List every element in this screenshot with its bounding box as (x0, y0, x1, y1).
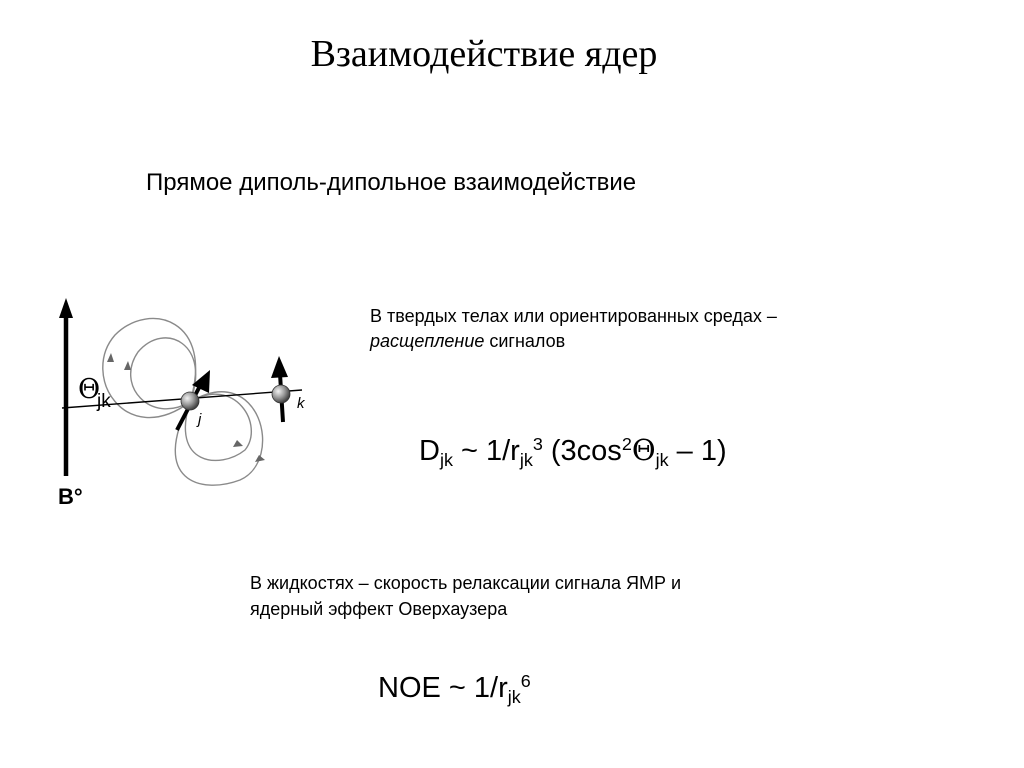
nucleus-j (181, 392, 199, 410)
solids-italic-word: расщепление (370, 331, 485, 351)
f1-tail: – 1) (668, 435, 727, 467)
liquids-line1: В жидкостях – скорость релаксации сигнала ЯМР и (250, 573, 682, 593)
liquids-line2: ядерный эффект Оверхаузера (250, 599, 508, 619)
f1-sup2: 2 (621, 434, 632, 455)
theta-subscript: jk (97, 391, 111, 412)
dipole-diagram (40, 290, 330, 520)
liquids-text (250, 570, 830, 622)
solids-line2 (370, 329, 930, 354)
nucleus-j-label: j (198, 411, 202, 428)
slide-title: Взаимодействие ядер (310, 33, 658, 75)
dipolar-coupling-formula (419, 430, 727, 471)
f1-sub-jk: jk (439, 449, 453, 470)
solids-line1: В твердых телах или ориентированных средах – (370, 306, 777, 326)
f1-sub-jk3: jk (655, 449, 669, 470)
slide-subtitle: Прямое диполь-дипольное взаимодействие (146, 169, 637, 196)
solids-text (370, 304, 930, 354)
nucleus-k-label: k (297, 395, 305, 412)
f1-theta: Θ (631, 433, 656, 467)
field-axis-arrow (59, 298, 73, 476)
f1-sup3: 3 (532, 434, 543, 455)
f2-sup6: 6 (520, 671, 531, 692)
noe-formula (378, 668, 531, 708)
f2-sub-jk: jk (507, 686, 521, 707)
f1-d: D (419, 435, 440, 467)
f1-sub-jk2: jk (519, 449, 533, 470)
f2-main: NOE ~ 1/r (378, 672, 508, 704)
solids-rest: сигналов (484, 331, 566, 351)
theta-label: Θ (78, 374, 101, 405)
f1-paren: (3cos (542, 435, 622, 467)
field-label: B° (58, 484, 83, 509)
f1-mid: ~ 1/r (452, 435, 520, 467)
nucleus-k (272, 385, 290, 403)
